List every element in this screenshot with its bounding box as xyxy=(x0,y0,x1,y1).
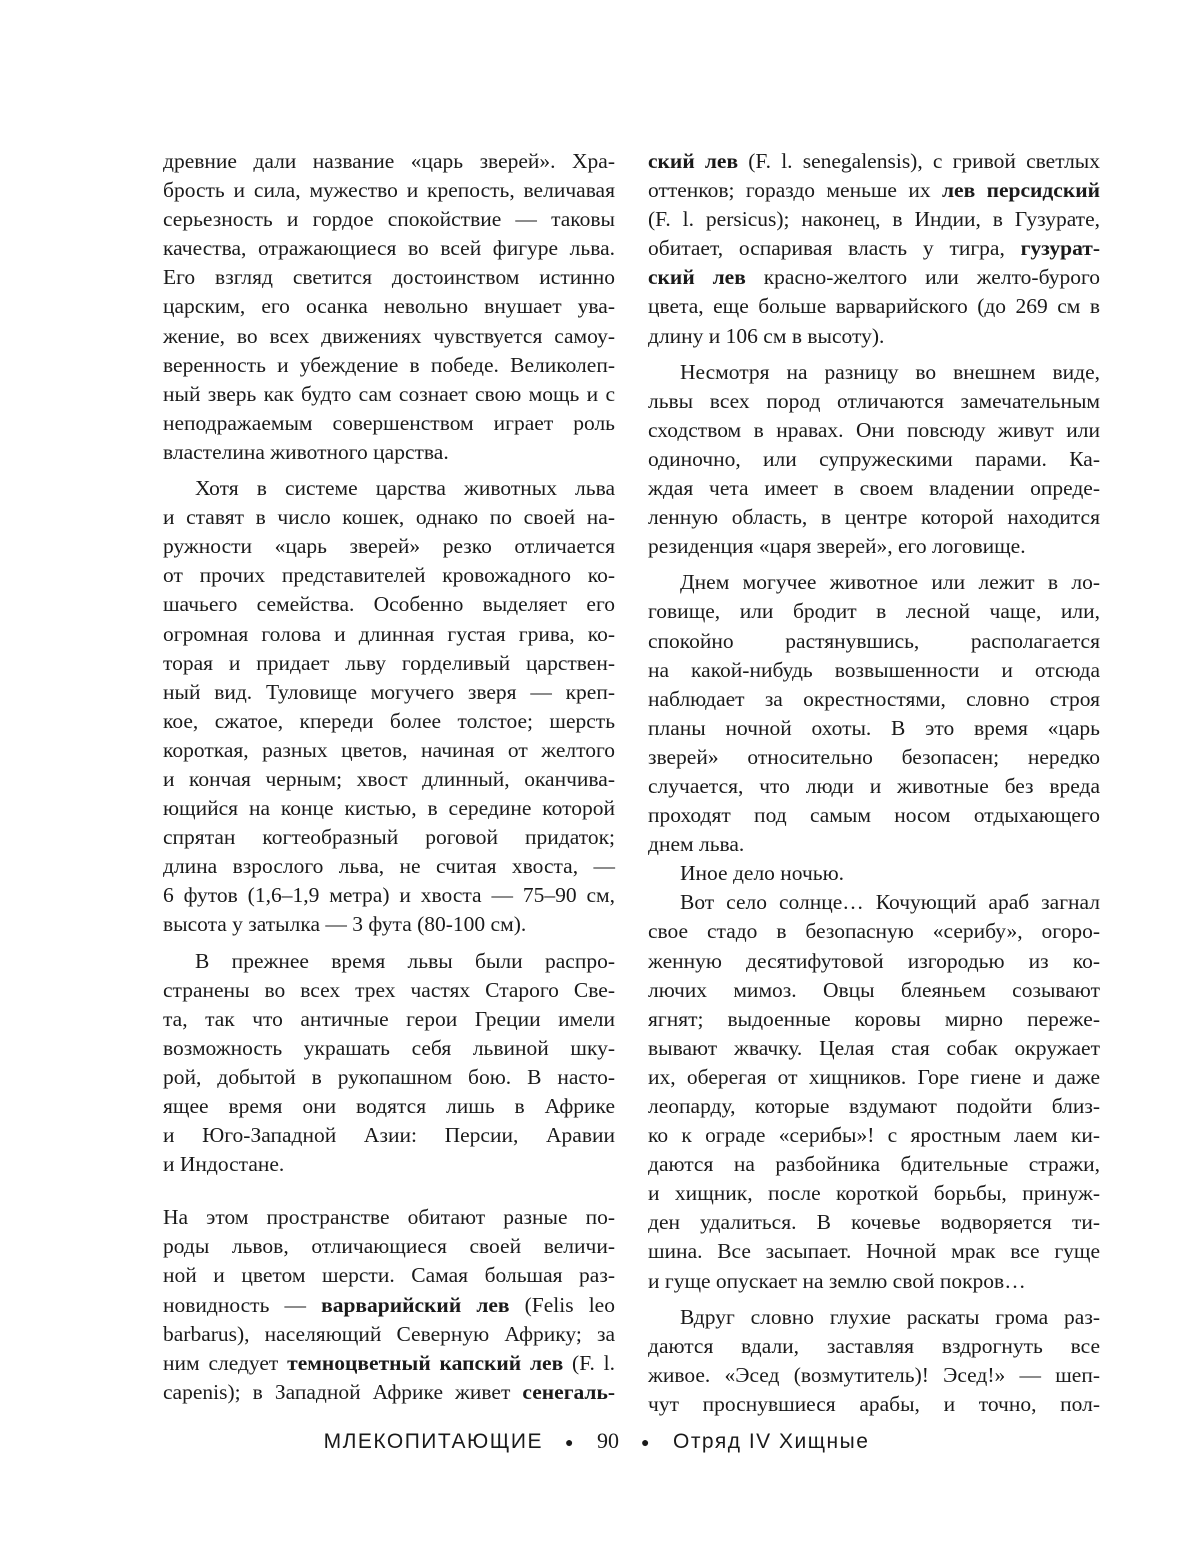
paragraph-spacing xyxy=(163,1179,615,1203)
text-line: царским, его осанка невольно внушает ува- xyxy=(163,294,615,319)
bold-term: варварийский лев xyxy=(321,1292,510,1317)
text-line: Несмотря на разницу во внешнем виде, xyxy=(680,359,1100,384)
text-line: серьезность и гордое спокойствие — таковы xyxy=(163,207,615,232)
text-line: женную десятифутовой изгородью из ко- xyxy=(648,948,1100,973)
text-line: леопарду, которые вздумают подойти близ- xyxy=(648,1094,1100,1118)
text-line: днем льва. xyxy=(648,832,745,857)
text-line xyxy=(648,176,1100,205)
text-line: зверей» относительно безопасен; нередко xyxy=(648,744,1100,769)
text-line: сходством в нравах. Они повсюду живут или xyxy=(648,417,1100,442)
text-run: (F. l. xyxy=(563,1350,615,1375)
paragraph-spacing xyxy=(163,467,615,474)
text-run: capenis); в Западной Африке живет xyxy=(163,1379,523,1404)
text-line: шина. Все засыпает. Ночной мрак все гуще xyxy=(648,1239,1100,1264)
text-line: на какой-нибудь возвышенности и отсюда xyxy=(648,657,1100,682)
text-line: ружности «царь зверей» резко отличается xyxy=(163,534,615,559)
bold-term: гузурат- xyxy=(1020,236,1100,261)
bullet-separator: ● xyxy=(565,1434,576,1451)
text-line: торая и придает льву горделивый царствен- xyxy=(163,650,615,675)
text-line: ный вид. Туловище могучего зверя — креп- xyxy=(163,679,615,704)
text-line: и гуще опускает на землю свой покров… xyxy=(648,1268,1026,1293)
text-line: вывают жвачку. Целая стая собак окружает xyxy=(648,1035,1100,1060)
text-line: и хищник, после короткой борьбы, принуж- xyxy=(648,1181,1100,1206)
text-line: В прежнее время львы были распро- xyxy=(195,948,615,973)
text-line xyxy=(648,147,1100,176)
footer-chapter-title: Отряд IV Хищные xyxy=(672,1430,870,1453)
text-line xyxy=(648,263,1100,292)
text-run: (F. l. senegalensis), с гривой светлых xyxy=(738,149,1100,173)
text-line: властелина животного царства. xyxy=(163,439,449,464)
text-run: красно-желтого или желто-бурого xyxy=(745,265,1100,290)
text-line: львы всех пород отличаются замечательным xyxy=(648,388,1100,413)
text-column-left xyxy=(163,147,615,1407)
text-line: ленную область, в центре которой находится xyxy=(648,505,1100,530)
text-line: случается, что люди и животные без вреда xyxy=(648,773,1100,798)
paragraph-spacing xyxy=(163,940,615,947)
text-line: и Индостане. xyxy=(163,1152,285,1177)
text-line: огромная голова и длинная густая грива, ко- xyxy=(163,621,615,646)
text-line: ный зверь как будто сам сознает свою мощь и с xyxy=(163,381,615,406)
text-line: barbarus), населяющий Северную Африку; за xyxy=(163,1321,615,1346)
text-line: ющийся на конце кистью, в середине которой xyxy=(163,796,615,821)
text-line: странены во всех трех частях Старого Све- xyxy=(163,977,615,1002)
text-line: Хотя в системе царства животных льва xyxy=(195,476,615,501)
text-line: наблюдает за окрестностями, словно строя xyxy=(648,686,1100,711)
text-line: цвета, еще больше варварийского (до 269 см в xyxy=(648,294,1100,319)
text-line: проходят под самым носом отдыхающего xyxy=(648,803,1100,828)
text-line: ягнят; выдоенные коровы мирно пережe- xyxy=(648,1006,1100,1031)
text-line xyxy=(163,1378,615,1407)
text-line: ко к ограде «серибы»! с яростным лаем ки- xyxy=(648,1123,1100,1148)
text-line: одиночно, или супружескими парами. Ка- xyxy=(648,446,1100,471)
text-line: чут проснувшиеся арабы, и точно, пол- xyxy=(648,1391,1100,1416)
text-run: ним следует xyxy=(163,1350,288,1375)
text-line: короткая, разных цветов, начиная от желтого xyxy=(163,737,615,762)
text-line: их, оберегая от хищников. Горе гиене и даже xyxy=(648,1064,1100,1089)
text-line: Иное дело ночью. xyxy=(680,861,845,886)
text-line: возможность украшать себя львиной шку- xyxy=(163,1035,615,1060)
text-line: древние дали название «царь зверей». Хра- xyxy=(163,149,615,173)
text-run: (Felis leo xyxy=(509,1292,615,1317)
text-line: спрятан когтеобразный роговой придаток; xyxy=(163,825,615,850)
bold-term: темноцветный капский лев xyxy=(287,1350,564,1375)
bold-term: лев персидский xyxy=(942,178,1100,203)
footer-section-title: МЛЕКОПИТАЮЩИЕ xyxy=(323,1430,544,1453)
text-run: обитает, оспаривая власть у тигра, xyxy=(648,236,1021,261)
text-line: и ставят в число кошек, однако по своей на- xyxy=(163,505,615,530)
text-line: жение, во всех движениях чувствуется самоу- xyxy=(163,323,615,348)
text-line xyxy=(163,1349,615,1378)
text-line: брость и сила, мужество и крепость, величавая xyxy=(163,178,615,203)
text-line: высота у затылка — 3 фута (80-100 см). xyxy=(163,912,527,937)
text-run: оттенков; гораздо меньше их xyxy=(648,178,942,203)
bold-term: ский лев xyxy=(648,265,746,290)
text-line: планы ночной охоты. В это время «царь xyxy=(648,715,1100,740)
bullet-separator: ● xyxy=(641,1434,651,1451)
text-column-right xyxy=(648,147,1100,1419)
text-line: веренность и убеждение в победе. Великолеп- xyxy=(163,352,615,377)
page-number: 90 xyxy=(597,1428,620,1453)
text-line: ден удалиться. В кочевье водворяется ти- xyxy=(648,1210,1100,1235)
text-line: качества, отражающиеся во всей фигуре льва. xyxy=(163,236,615,261)
text-line: длина взрослого льва, не считая хвоста, — xyxy=(163,854,615,879)
text-line: говище, или бродит в лесной чаще, или, xyxy=(648,599,1100,624)
paragraph-spacing xyxy=(648,1296,1100,1303)
paragraph-spacing xyxy=(648,561,1100,568)
text-line: (F. l. persicus); наконец, в Индии, в Гузурате, xyxy=(648,207,1100,232)
text-line: неподражаемым совершенством играет роль xyxy=(163,410,615,435)
text-line: Вдруг словно глухие раскаты грома раз- xyxy=(680,1304,1100,1329)
bold-term: сенегаль- xyxy=(522,1379,615,1404)
text-line: и кончая черным; хвост длинный, оканчива- xyxy=(163,766,615,791)
text-line: спокойно растянувшись, располагается xyxy=(648,628,1100,653)
text-line: шачьего семейства. Особенно выделяет его xyxy=(163,592,615,617)
page-footer xyxy=(0,1428,1193,1454)
text-line: и Юго-Западной Азии: Персии, Аравии xyxy=(163,1123,615,1148)
text-line xyxy=(163,1291,615,1320)
bold-term: ский лев xyxy=(648,149,739,173)
text-line: кое, сжатое, кпереди более толстое; шерсть xyxy=(163,708,615,733)
text-line: 6 футов (1,6–1,9 метра) и хвоста — 75–90 см, xyxy=(163,883,615,908)
text-line: даются на разбойника бдительные стражи, xyxy=(648,1152,1100,1177)
text-line: лючих мимоз. Овцы блеяньем созывают xyxy=(648,977,1100,1002)
text-line: длину и 106 см в высоту). xyxy=(648,323,885,348)
text-line: ной и цветом шерсти. Самая большая раз- xyxy=(163,1263,615,1288)
text-line: резиденция «царя зверей», его логовище. xyxy=(648,534,1026,559)
text-line: роды львов, отличающиеся своей величи- xyxy=(163,1234,615,1259)
paragraph-spacing xyxy=(648,351,1100,358)
text-line: На этом пространстве обитают разные по- xyxy=(163,1205,615,1230)
text-line xyxy=(648,234,1100,263)
text-line: от прочих представителей кровожадного ко- xyxy=(163,563,615,588)
text-line: Днем могучее животное или лежит в ло- xyxy=(680,570,1100,595)
text-run: новидность — xyxy=(163,1292,322,1317)
text-line: ящее время они водятся лишь в Африке xyxy=(163,1094,615,1118)
text-line: свое стадо в безопасную «серибу», огоро- xyxy=(648,919,1100,944)
text-line: рой, добытой в рукопашном бою. В насто- xyxy=(163,1064,615,1089)
text-line: ждая чета имеет в своем владении опреде- xyxy=(648,476,1100,501)
text-line: живое. «Эсед (возмутитель)! Эсед!» — шеп- xyxy=(648,1362,1100,1387)
text-line: даются вдали, заставляя вздрогнуть все xyxy=(648,1333,1100,1358)
text-line: Его взгляд светится достоинством истинно xyxy=(163,265,615,290)
text-line: Вот село солнце… Кочующий араб загнал xyxy=(680,890,1100,915)
text-line: та, так что античные герои Греции имели xyxy=(163,1006,615,1031)
